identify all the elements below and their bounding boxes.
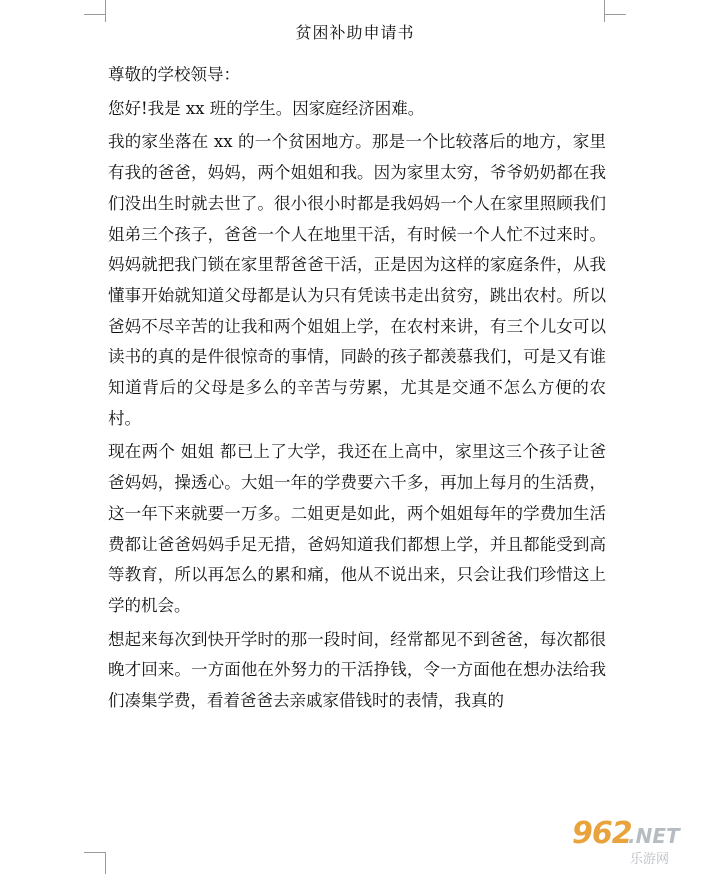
- crop-mark-bottom-left-v: [105, 852, 106, 874]
- watermark-suffix: .NET: [628, 824, 680, 848]
- document-title: 贫困补助申请书: [295, 23, 415, 42]
- watermark-number: 962: [572, 816, 632, 851]
- document-body: [108, 60, 606, 720]
- crop-mark-top-left-h: [84, 14, 106, 15]
- watermark-site-name: 乐游网: [630, 852, 670, 867]
- crop-mark-bottom-left-h: [84, 852, 106, 853]
- crop-mark-top-right-h: [604, 14, 626, 15]
- site-watermark-logo: [552, 816, 702, 870]
- crop-mark-top-left-v: [105, 0, 106, 22]
- crop-mark-top-right-v: [604, 0, 605, 22]
- paragraph-greeting: 您好!我是 xx 班的学生。因家庭经济困难。: [108, 98, 425, 118]
- paragraph-family: 我的家坐落在 xx 的一个贫困地方。那是一个比较落后的地方，家里有我的爸爸，妈妈，两个姐姐和我。因为家里太穷，爷爷奶奶都在我们没出生时就去世了。很小很小时都是我妈妈一个人在家里照顾我们姐弟三个孩子，爸爸一个人在地里干活，有时候一个人忙不过来时。妈妈就把我门锁在家里帮爸爸干活，正是因为这样的家庭条件，从我懂事开始就知道父母都是认为只有凭读书走出贫穷，跳出农村。所以爸妈不尽辛苦的让我和两个姐姐上学，在农村来讲，有三个儿女可以读书的真的是件很惊奇的事情，同龄的孩子都羡慕我们，可是又有谁知道背后的父母是多么的辛苦与劳累，尤其是交通不怎么方便的农村。: [108, 132, 606, 428]
- paragraph-sisters: 现在两个 姐姐 都已上了大学，我还在上高中，家里这三个孩子让爸爸妈妈，操透心。大姐一年的学费要六千多，再加上每月的生活费，这一年下来就要一万多。二姐更是如此，两个姐姐每年的学费加生活费都让爸爸妈妈手足无措，爸妈知道我们都想上学，并且都能受到高等教育，所以再怎么的累和痛，他从不说出来，只会让我们珍惜这上学的机会。: [108, 442, 606, 615]
- salutation: 尊敬的学校领导：: [108, 65, 240, 84]
- paragraph-father: 想起来每次到快开学时的那一段时间，经常都见不到爸爸，每次都很晚才回来。一方面他在外努力的干活挣钱，令一方面他在想办法给我们凑集学费，看着爸爸去亲戚家借钱时的表情，我真的: [108, 629, 606, 711]
